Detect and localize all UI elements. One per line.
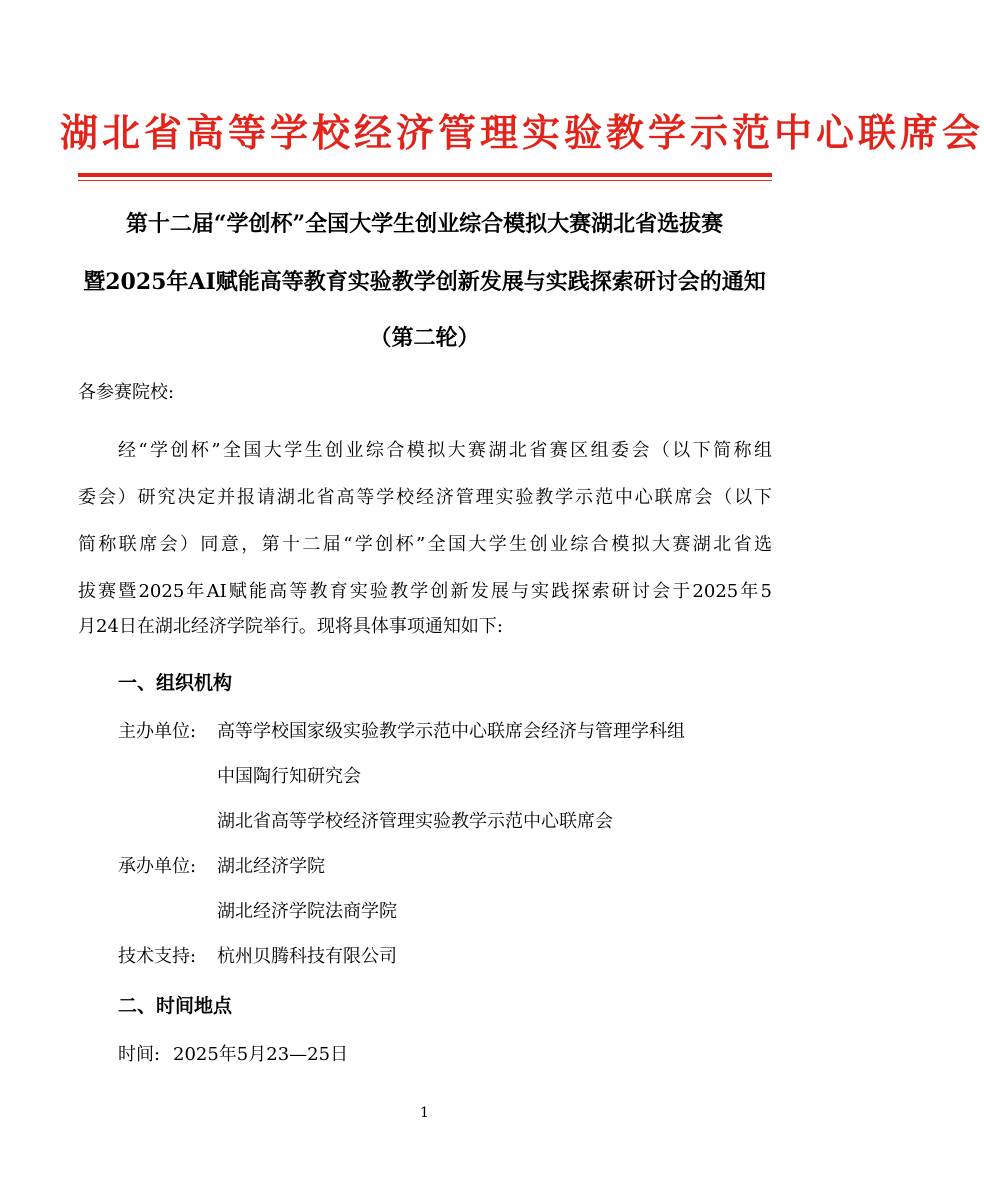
time-label: 时间:: [118, 1044, 161, 1065]
doc-title-line1: 第十二届“学创杯”全国大学生创业综合模拟大赛湖北省选拔赛: [125, 211, 724, 237]
host-label: 主办单位:: [118, 721, 197, 742]
intro-line-4: 拔赛暨2025年AI赋能高等教育实验教学创新发展与实践探索研讨会于2025年5: [78, 581, 772, 602]
host-item-2: 中国陶行知研究会: [217, 766, 361, 787]
host-item-1: 高等学校国家级实验教学示范中心联席会经济与管理学科组: [217, 721, 685, 742]
organizer-label: 承办单位:: [118, 856, 197, 877]
time-value: 2025年5月23—25日: [173, 1044, 349, 1065]
page-number: 1: [420, 1105, 429, 1121]
intro-line-3: 简称联席会）同意，第十二届“学创杯”全国大学生创业综合模拟大赛湖北省选: [78, 534, 772, 555]
section2-heading: 二、时间地点: [118, 995, 233, 1017]
host-item-3: 湖北省高等学校经济管理实验教学示范中心联席会: [217, 811, 613, 832]
doc-title-line2: 暨2025年AI赋能高等教育实验教学创新发展与实践探索研讨会的通知: [83, 269, 766, 295]
organizer-item-1: 湖北经济学院: [217, 856, 325, 877]
tech-label: 技术支持:: [118, 946, 197, 967]
header-org-name: 湖北省高等学校经济管理实验教学示范中心联席会: [60, 110, 984, 155]
header-rule-thick: [78, 173, 772, 177]
salutation: 各参赛院校:: [78, 382, 175, 403]
doc-title-line3: （第二轮）: [369, 325, 480, 351]
tech-value: 杭州贝腾科技有限公司: [217, 946, 397, 967]
intro-line-1: 经“学创杯”全国大学生创业综合模拟大赛湖北省赛区组委会（以下简称组: [118, 440, 772, 461]
organizer-item-2: 湖北经济学院法商学院: [217, 901, 397, 922]
intro-line-2: 委会）研究决定并报请湖北省高等学校经济管理实验教学示范中心联席会（以下: [78, 487, 772, 508]
header-rule-thin: [78, 180, 772, 181]
intro-line-5: 月24日在湖北经济学院举行。现将具体事项通知如下:: [78, 616, 503, 637]
section1-heading: 一、组织机构: [118, 672, 233, 694]
